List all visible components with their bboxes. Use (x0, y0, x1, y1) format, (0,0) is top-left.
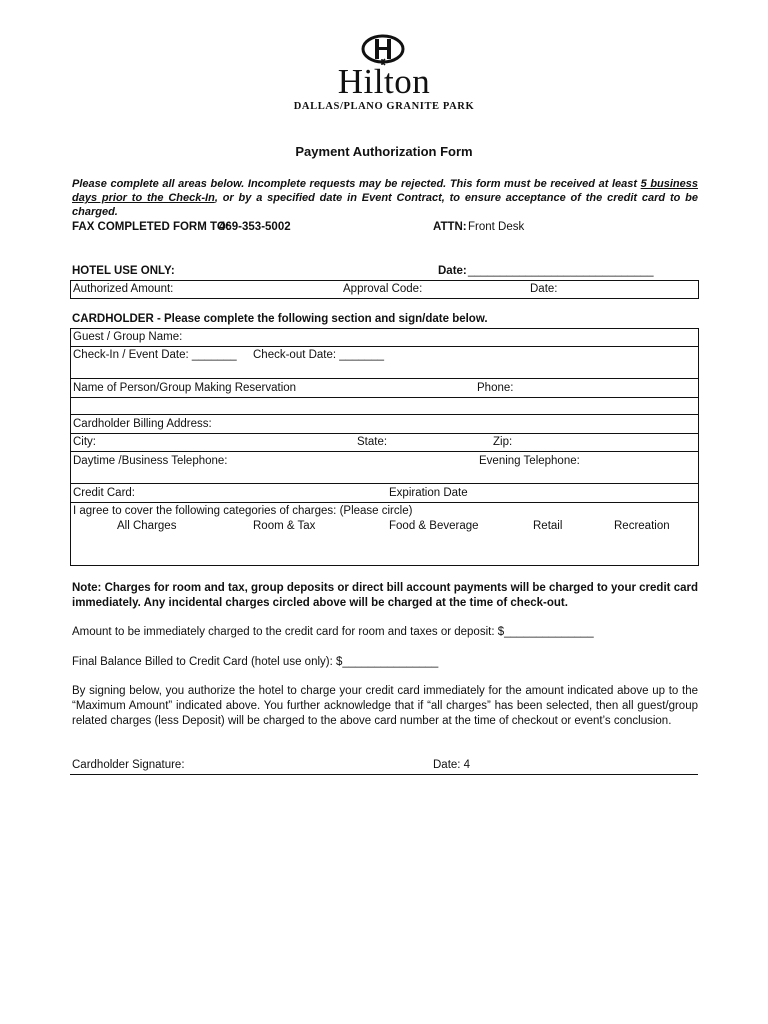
reservation-name-field[interactable]: Name of Person/Group Making Reservation (73, 382, 297, 394)
attn-label: ATTN: (433, 221, 467, 233)
intro-text (72, 177, 698, 219)
state-field[interactable]: State: (357, 436, 388, 448)
billing-address-field[interactable]: Cardholder Billing Address: (73, 418, 212, 430)
attn-value: Front Desk (468, 221, 525, 233)
credit-card-field[interactable]: Credit Card: (73, 487, 135, 499)
note-text: Note: Charges for room and tax, group deposits or direct bill account payments will be charged to your credit card immediately. Any incidental charges circled above will be charged at the time of check-out. (72, 582, 698, 609)
row-divider (70, 451, 699, 452)
row-divider (70, 397, 699, 398)
daytime-phone-field[interactable]: Daytime /Business Telephone: (73, 455, 228, 467)
amount-charged-field[interactable]: Amount to be immediately charged to the credit card for room and taxes or deposit: $______________ (72, 626, 594, 638)
hotel-date-field[interactable]: Date: (530, 283, 558, 295)
evening-phone-field[interactable]: Evening Telephone: (479, 455, 580, 467)
row-divider (70, 346, 699, 347)
category-recreation[interactable]: Recreation (614, 520, 670, 532)
fax-label: FAX COMPLETED FORM TO: (72, 221, 230, 233)
row-divider (70, 433, 699, 434)
agree-text: I agree to cover the following categories of charges: (Please circle) (73, 505, 413, 517)
checkout-date-field[interactable]: Check-out Date: _______ (253, 349, 385, 361)
logo-location: DALLAS/PLANO GRANITE PARK (293, 101, 475, 112)
phone-field[interactable]: Phone: (477, 382, 514, 394)
city-field[interactable]: City: (73, 436, 96, 448)
intro-part1: Please complete all areas below. Incomplete requests may be rejected. This form must be received at least (72, 178, 641, 190)
fax-number: 469-353-5002 (219, 221, 291, 233)
final-balance-field[interactable]: Final Balance Billed to Credit Card (hotel use only): $_______________ (72, 656, 439, 668)
intro-deadline: 5 business days prior to the Check-In (72, 178, 698, 204)
guest-name-field[interactable]: Guest / Group Name: (73, 331, 183, 343)
category-room-tax[interactable]: Room & Tax (253, 520, 316, 532)
checkin-date-field[interactable]: Check-In / Event Date: _______ (73, 349, 237, 361)
logo-wordmark: Hilton (337, 62, 431, 101)
signature-date: Date: 4 (433, 759, 471, 771)
intro-part2: , or by a specified date in Event Contract, to ensure acceptance of the credit card to be charged. (72, 192, 698, 218)
signature-line[interactable] (70, 774, 698, 775)
category-all-charges[interactable]: All Charges (117, 520, 177, 532)
expiration-date-field[interactable]: Expiration Date (389, 487, 468, 499)
authorization-text: By signing below, you authorize the hotel to charge your credit card immediately for the amount indicated above up to the “Maximum Amount” indicated above. You further acknowledge that if “all charges” has been selected, then all guest/group related charges (less Deposit) will be charged to the above card number at the time of checkout or event’s conclusion. (72, 685, 698, 727)
row-divider (70, 378, 699, 379)
category-retail[interactable]: Retail (533, 520, 563, 532)
category-food-beverage[interactable]: Food & Beverage (389, 520, 479, 532)
authorized-amount-field[interactable]: Authorized Amount: (73, 283, 174, 295)
hotel-date-blank[interactable]: _____________________________ (468, 265, 654, 277)
hotel-date-label: Date: (438, 265, 467, 277)
cardholder-heading: CARDHOLDER - Please complete the following section and sign/date below. (72, 313, 488, 325)
zip-field[interactable]: Zip: (493, 436, 513, 448)
form-title: Payment Authorization Form (295, 144, 473, 159)
row-divider (70, 483, 699, 484)
hotel-use-heading: HOTEL USE ONLY: (72, 265, 175, 277)
row-divider (70, 414, 699, 415)
row-divider (70, 502, 699, 503)
approval-code-field[interactable]: Approval Code: (343, 283, 423, 295)
signature-label: Cardholder Signature: (72, 759, 185, 771)
